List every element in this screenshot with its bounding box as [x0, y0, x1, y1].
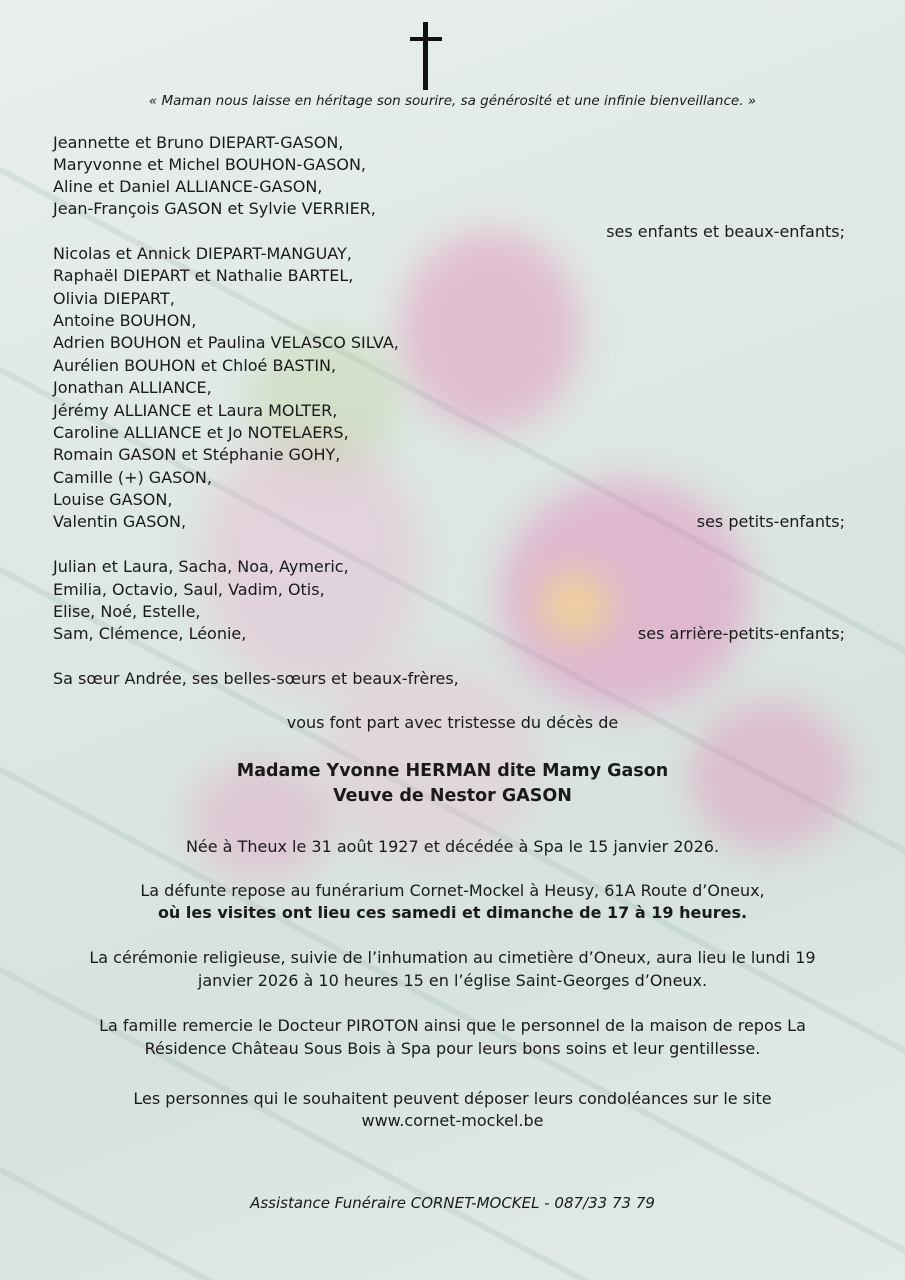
list-item: Jean-François GASON et Sylvie VERRIER,: [53, 199, 376, 218]
list-item: Aurélien BOUHON et Chloé BASTIN,: [53, 356, 337, 375]
list-item: Jonathan ALLIANCE,: [53, 378, 212, 397]
list-item: Caroline ALLIANCE et Jo NOTELAERS,: [53, 423, 349, 442]
list-item: Maryvonne et Michel BOUHON-GASON,: [53, 155, 366, 174]
footer: [0, 1194, 905, 1212]
siblings-line: Sa sœur Andrée, ses belles-sœurs et beaux-frères,: [53, 669, 459, 688]
ceremony-line: janvier 2026 à 10 heures 15 en l’église Saint-Georges d’Oneux.: [197, 971, 708, 990]
list-item: Elise, Noé, Estelle,: [53, 602, 201, 621]
thanks-line: Résidence Château Sous Bois à Spa pour leurs bons soins et leur gentillesse.: [144, 1039, 761, 1058]
grandchildren-label: ses petits-enfants;: [696, 512, 845, 531]
condolences-line: Les personnes qui le souhaitent peuvent déposer leurs condoléances sur le site: [133, 1089, 772, 1108]
birth-death-line: Née à Theux le 31 août 1927 et décédée à Spa le 15 janvier 2026.: [185, 837, 720, 856]
list-item: Jeannette et Bruno DIEPART-GASON,: [53, 133, 344, 152]
footer-phone: 087/33 73 79: [554, 1194, 655, 1212]
list-item: Nicolas et Annick DIEPART-MANGUAY,: [53, 244, 352, 263]
children-label: ses enfants et beaux-enfants;: [606, 222, 845, 241]
deceased-name: Madame Yvonne HERMAN dite Mamy Gason: [236, 761, 669, 781]
list-item: Valentin GASON,: [53, 512, 187, 531]
footer-separator: -: [539, 1194, 555, 1212]
list-item: Camille (+) GASON,: [53, 468, 212, 487]
condolences-website[interactable]: www.cornet-mockel.be: [361, 1111, 544, 1130]
rest-line: La défunte repose au funérarium Cornet-Mockel à Heusy, 61A Route d’Oneux,: [140, 881, 765, 900]
list-item: Emilia, Octavio, Saul, Vadim, Otis,: [53, 580, 325, 599]
list-item: Sam, Clémence, Léonie,: [53, 624, 247, 643]
ceremony-line: La cérémonie religieuse, suivie de l’inhumation au cimetière d’Oneux, aura lieu le lundi 19: [89, 948, 816, 967]
visits-line: où les visites ont lieu ces samedi et dimanche de 17 à 19 heures.: [157, 903, 748, 922]
thanks-line: La famille remercie le Docteur PIROTON ainsi que le personnel de la maison de repos La: [99, 1016, 806, 1035]
list-item: Romain GASON et Stéphanie GOHY,: [53, 445, 341, 464]
list-item: Jérémy ALLIANCE et Laura MOLTER,: [53, 401, 338, 420]
list-item: Antoine BOUHON,: [53, 311, 197, 330]
list-item: Adrien BOUHON et Paulina VELASCO SILVA,: [53, 333, 399, 352]
list-item: Aline et Daniel ALLIANCE-GASON,: [53, 177, 323, 196]
list-item: Olivia DIEPART,: [53, 289, 175, 308]
list-item: Louise GASON,: [53, 490, 173, 509]
announcement: vous font part avec tristesse du décès de: [286, 713, 619, 732]
list-item: Raphaël DIEPART et Nathalie BARTEL,: [53, 266, 354, 285]
deceased-widow: Veuve de Nestor GASON: [333, 786, 572, 806]
footer-company: Assistance Funéraire CORNET-MOCKEL: [250, 1194, 540, 1212]
list-item: Julian et Laura, Sacha, Noa, Aymeric,: [53, 557, 349, 576]
great-grandchildren-label: ses arrière-petits-enfants;: [637, 624, 845, 643]
epitaph-quote: « Maman nous laisse en héritage son sourire, sa générosité et une infinie bienveillance. »: [148, 93, 757, 109]
cross-icon: [410, 22, 442, 90]
